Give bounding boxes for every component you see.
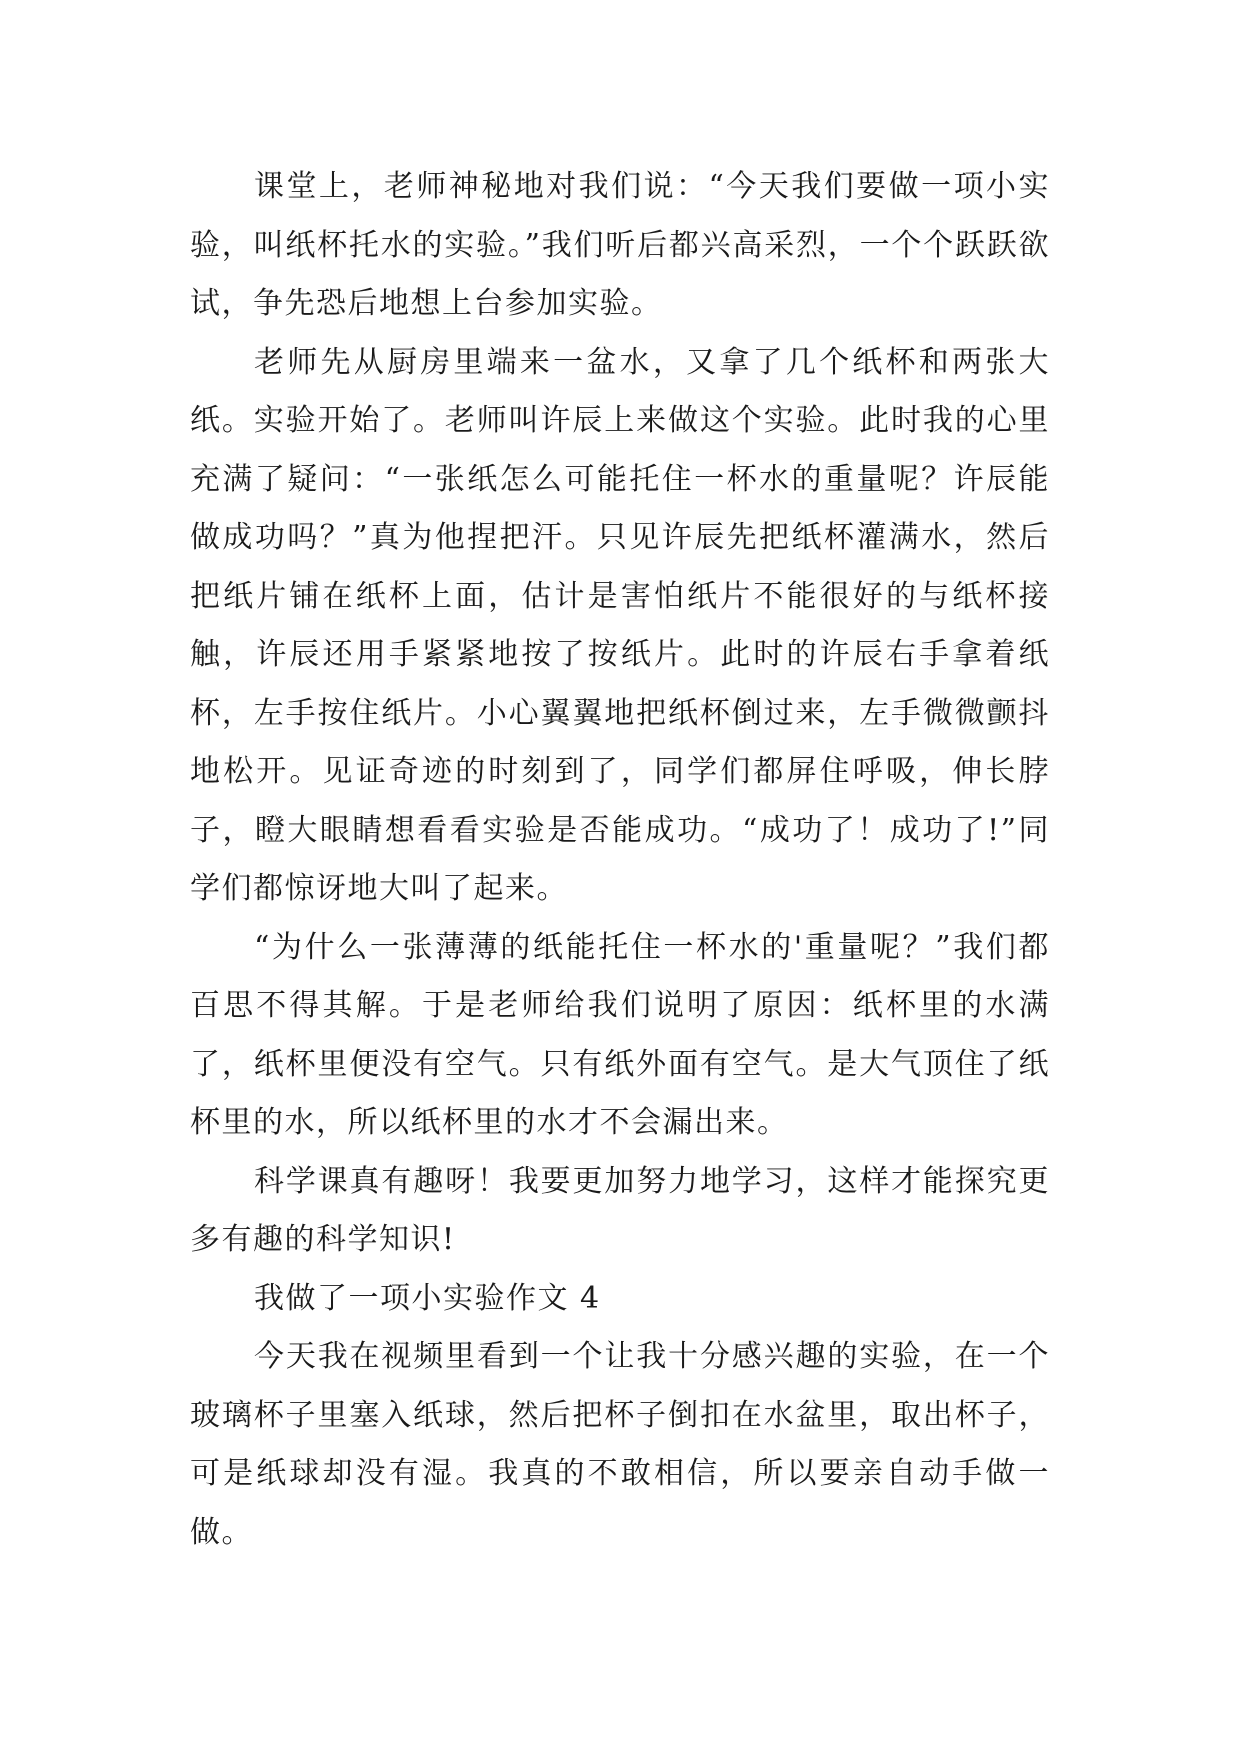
paragraph-2: 老师先从厨房里端来一盆水，又拿了几个纸杯和两张大纸。实验开始了。老师叫许辰上来做这个实验。此时我的心里充满了疑问：“一张纸怎么可能托住一杯水的重量呢？许辰能做成功吗？”真为他捏把汗。只见许辰先把纸杯灌满水，然后把纸片铺在纸杯上面，估计是害怕纸片不能很好的与纸杯接触，许辰还用手紧紧地按了按纸片。此时的许辰右手拿着纸杯，左手按住纸片。小心翼翼地把纸杯倒过来，左手微微颤抖地松开。见证奇迹的时刻到了，同学们都屏住呼吸，伸长脖子，瞪大眼睛想看看实验是否能成功。“成功了！成功了!”同学们都惊讶地大叫了起来。 [190,344,1050,906]
paragraph-5: 今天我在视频里看到一个让我十分感兴趣的实验，在一个玻璃杯子里塞入纸球，然后把杯子倒扣在水盆里，取出杯子，可是纸球却没有湿。我真的不敢相信，所以要亲自动手做一做。 [190,1339,1050,1550]
section-title: 我做了一项小实验作文 4 [254,1280,601,1316]
paragraph-4: 科学课真有趣呀！我要更加努力地学习，这样才能探究更多有趣的科学知识! [190,1163,1050,1257]
paragraph-3: “为什么一张薄薄的纸能托住一杯水的'重量呢？”我们都百思不得其解。于是老师给我们说明了原因：纸杯里的水满了，纸杯里便没有空气。只有纸外面有空气。是大气顶住了纸杯里的水，所以纸杯里的水才不会漏出来。 [190,929,1050,1140]
paragraph-1: 课堂上，老师神秘地对我们说：“今天我们要做一项小实验，叫纸杯托水的实验。”我们听后都兴高采烈，一个个跃跃欲试，争先恐后地想上台参加实验。 [190,169,1050,321]
document-body [190,158,1050,1562]
